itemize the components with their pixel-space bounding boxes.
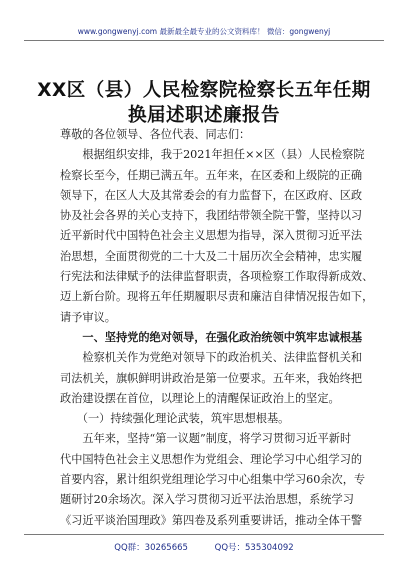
body-line: 行宪法和法律赋予的法律监督职责，各项检察工作取得新成效、 xyxy=(60,270,374,284)
body-line: 代中国特色社会主义思想作为党组会、理论学习中心组学习的 xyxy=(60,452,363,466)
body-line: 检察长至今，任期已满五年。五年来，在区委和上级院的正确 xyxy=(60,168,363,182)
document-title-line-1: XX区（县）人民检察院检察长五年任期 xyxy=(37,80,371,101)
body-line: 迈上新台阶。现将五年任期履职尽责和廉洁自律情况报告如下， xyxy=(60,290,374,304)
body-line: 领导下，在区人大及其常委会的有力监督下，在区政府、区政 xyxy=(60,188,363,202)
body-line: 协及社会各界的关心支持下，我团结带领全院干警，坚持以习 xyxy=(60,209,363,223)
header-banner[interactable]: www.gongwenyj.com 最新最全最专业的公文资料库！ 微信：gongwenyj xyxy=(77,27,331,36)
footer-qq-group[interactable]: QQ群：30265665 xyxy=(114,543,188,553)
body-line: 政治建设摆在首位，以理论上的清醒保证政治上的坚定。 xyxy=(60,391,340,405)
body-line: 近平新时代中国特色社会主义思想为指导，深入贯彻习近平法 xyxy=(60,229,363,243)
body-line: 请予审议。 xyxy=(60,310,116,324)
body-line: 根据组织安排，我于2021年担任××区（县）人民检察院 xyxy=(60,148,365,162)
section-heading: 一、坚持党的绝对领导，在强化政治统领中筑牢忠诚根基 xyxy=(60,330,363,344)
body-line: （一）持续强化理论武装，筑牢思想根基。 xyxy=(60,412,290,426)
body-line: 题研讨20余场次。深入学习贯彻习近平法治思想，系统学习 xyxy=(60,493,354,507)
body-line: 《习近平谈治国理政》第四卷及系列重要讲话，推动全体干警 xyxy=(60,513,363,527)
document-title-line-2: 换届述职述廉报告 xyxy=(127,105,280,126)
footer-divider xyxy=(24,534,384,535)
body-line: 尊敬的各位领导、各位代表、同志们： xyxy=(60,128,251,141)
body-line: 治思想，全面贯彻党的二十大及二十届历次全会精神，忠实履 xyxy=(60,249,363,263)
footer-contact xyxy=(0,541,408,553)
body-line: 五年来，坚持“第一议题”制度，将学习贯彻习近平新时 xyxy=(60,432,352,446)
header-divider xyxy=(24,40,384,41)
document-body xyxy=(60,125,374,531)
footer-qq-number[interactable]: QQ号：535304092 xyxy=(214,543,294,553)
body-line: 检察机关作为党绝对领导下的政治机关、法律监督机关和 xyxy=(60,351,363,365)
body-line: 首要内容，累计组织党组理论学习中心组集中学习60余次，专 xyxy=(60,473,366,487)
body-line: 司法机关，旗帜鲜明讲政治是第一位要求。五年来，我始终把 xyxy=(60,371,363,385)
